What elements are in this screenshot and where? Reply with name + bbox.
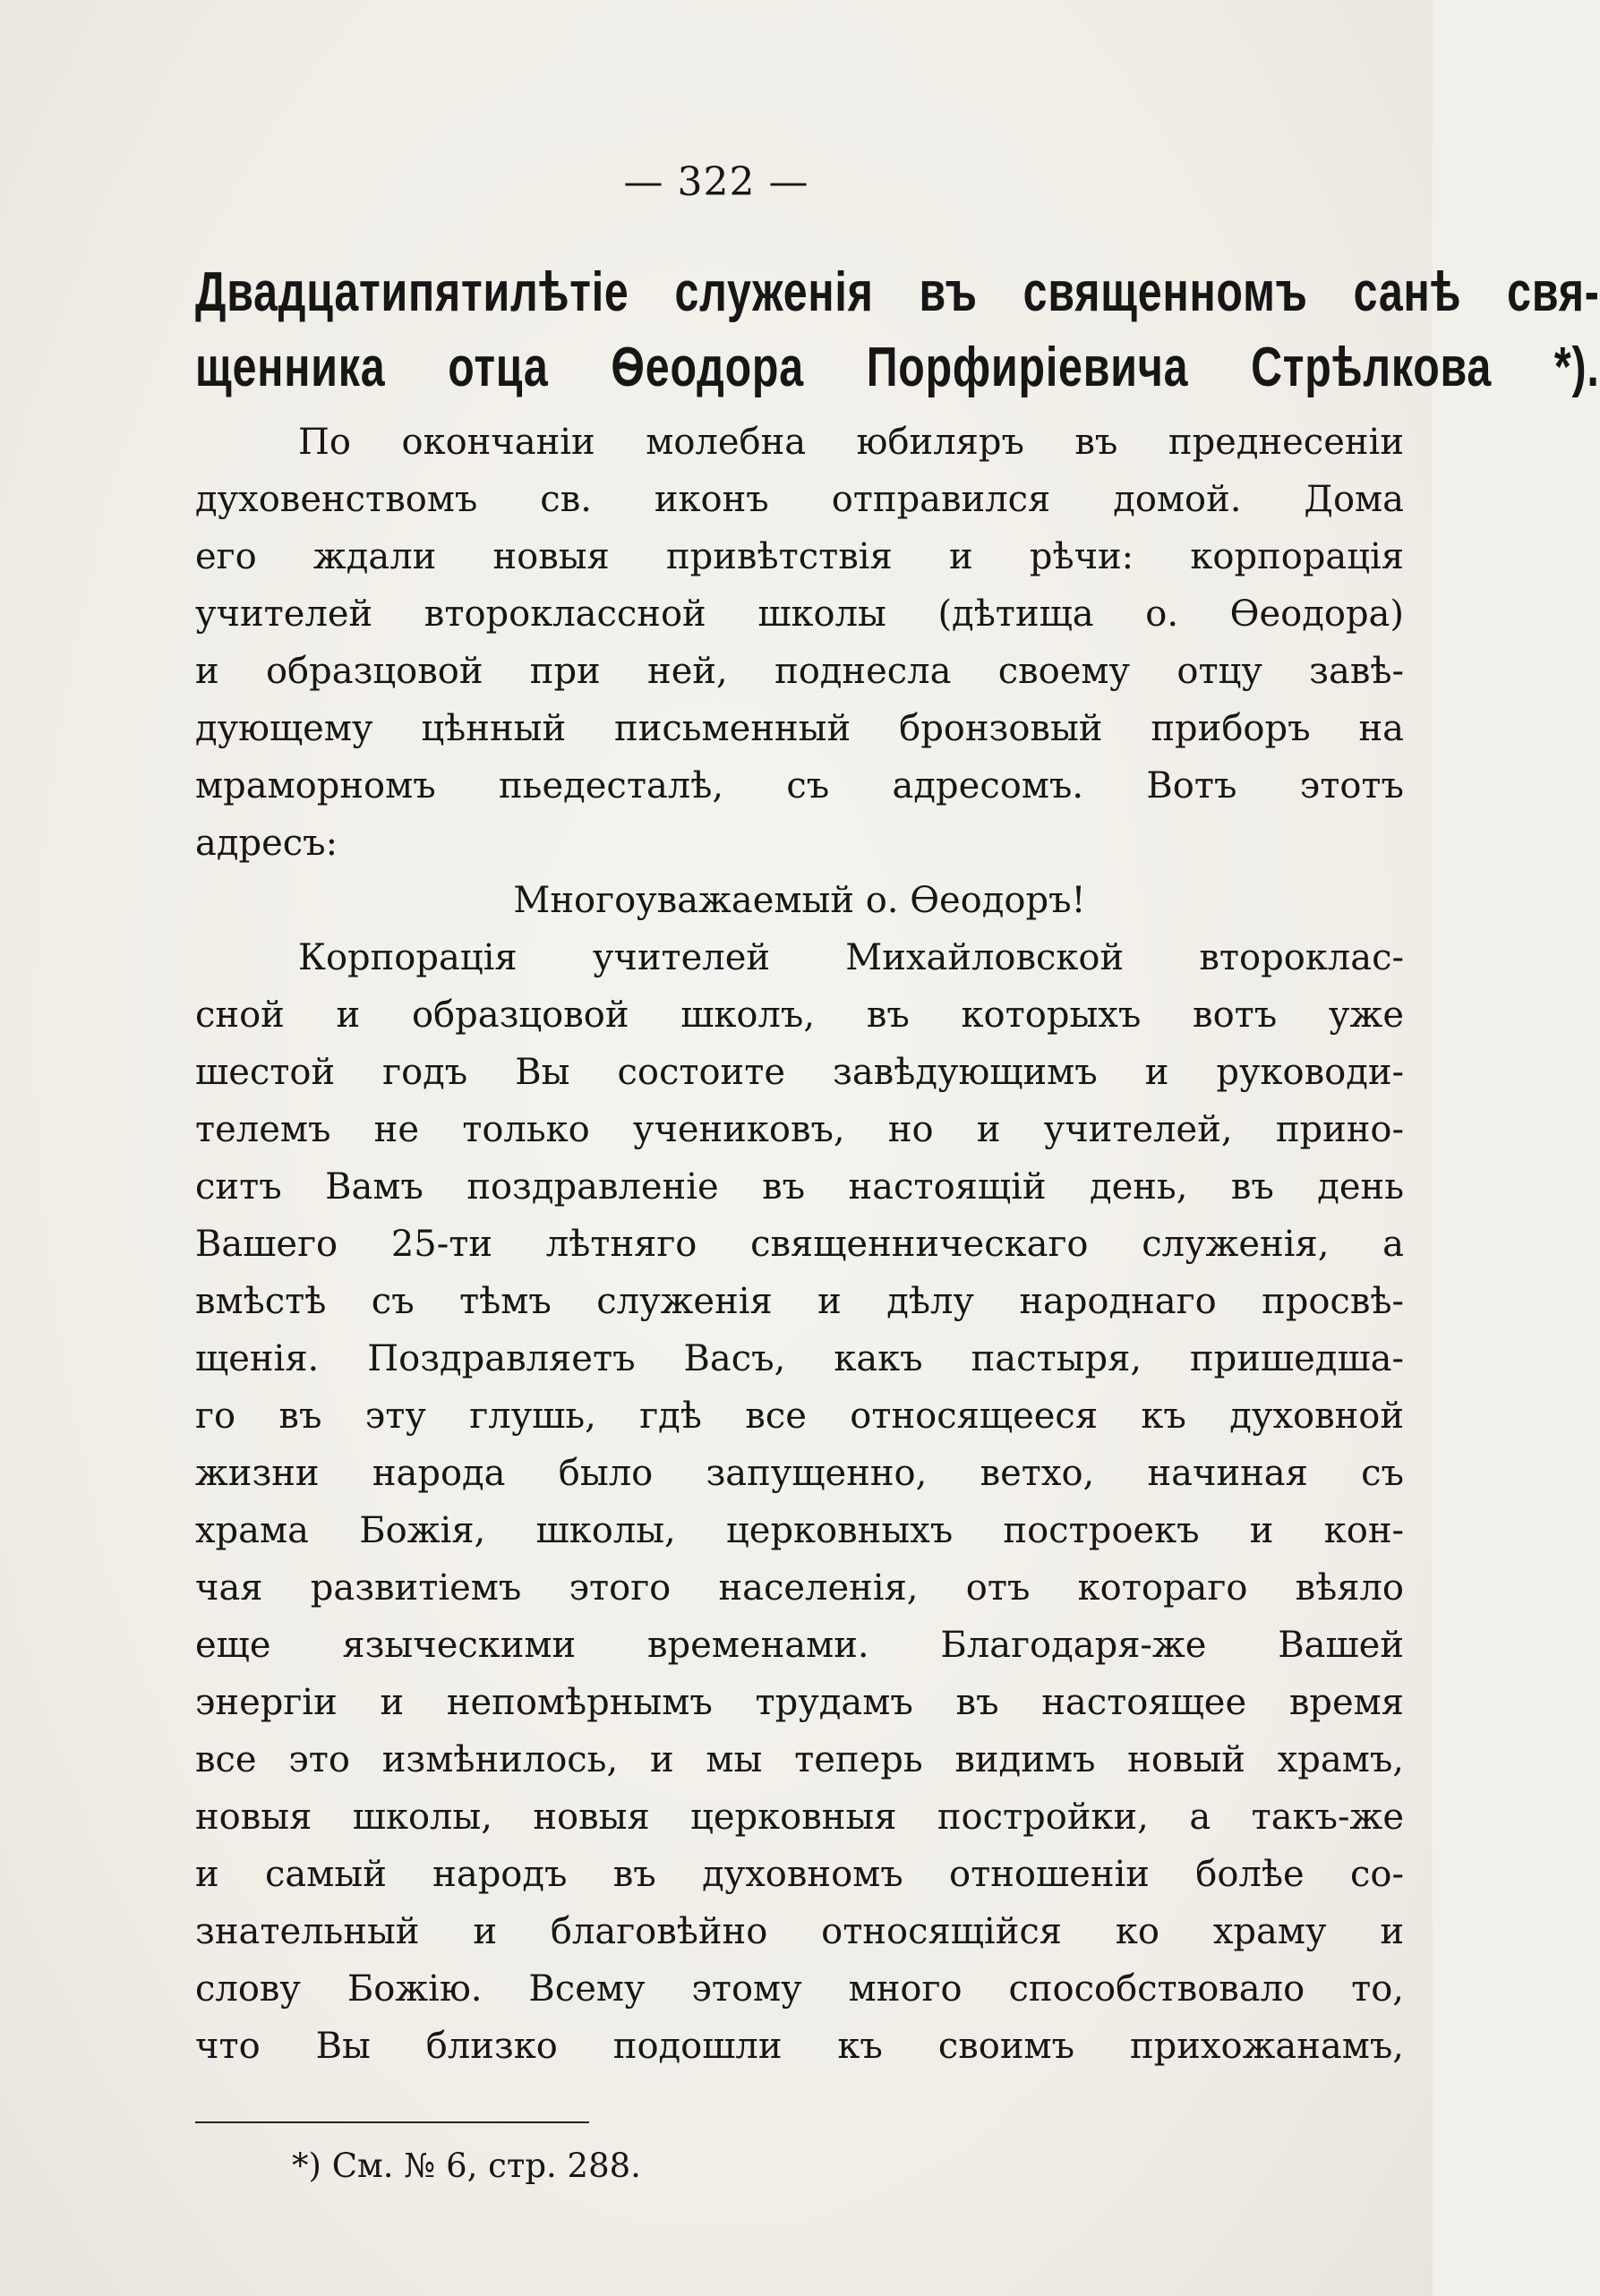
- text-line: чая развитіемъ этого населенія, отъ котораго вѣяло: [195, 1567, 1404, 1609]
- text-line: щенія. Поздравляетъ Васъ, какъ пастыря, пришедша-: [195, 1338, 1404, 1379]
- address-salutation: Многоуважаемый о. Ѳеодоръ!: [513, 880, 1086, 921]
- title-line: щенника отца Ѳеодора Порфиріевича Стрѣлкова *).: [195, 337, 1600, 398]
- text-line: еще языческими временами. Благодаря-же Вашей: [195, 1625, 1404, 1666]
- text-line: храма Божія, школы, церковныхъ построекъ и кон-: [195, 1510, 1404, 1551]
- text-line: новыя школы, новыя церковныя постройки, а такъ-же: [195, 1797, 1404, 1838]
- text-line: и самый народъ въ духовномъ отношеніи болѣе со-: [195, 1854, 1404, 1895]
- text-line: энергіи и непомѣрнымъ трудамъ въ настоящее время: [195, 1682, 1404, 1723]
- text-line: сной и образцовой школъ, въ которыхъ вотъ уже: [195, 994, 1404, 1036]
- text-line: его ждали новыя привѣтствія и рѣчи: корпорація: [195, 536, 1404, 577]
- text-line: мраморномъ пьедесталѣ, съ адресомъ. Вотъ этотъ: [195, 765, 1404, 807]
- article-body: [195, 414, 1404, 2075]
- text-line: вмѣстѣ съ тѣмъ служенія и дѣлу народнаго просвѣ-: [195, 1281, 1404, 1322]
- text-line: знательный и благовѣйно относящійся ко храму и: [195, 1911, 1404, 1952]
- text-line: все это измѣнилось, и мы теперь видимъ новый храмъ,: [195, 1739, 1404, 1780]
- text-line: ситъ Вамъ поздравленіе въ настоящій день, въ день: [195, 1166, 1404, 1208]
- text-line: телемъ не только учениковъ, но и учителей, прино-: [195, 1109, 1404, 1150]
- footnote-divider: [195, 2121, 589, 2123]
- page-number: — 322 —: [623, 159, 809, 205]
- title-line: Двадцатипятилѣтіе служенія въ священномъ санѣ свя-: [195, 261, 1600, 323]
- article-title: [195, 255, 1600, 405]
- text-line: го въ эту глушь, гдѣ все относящееся къ духовной: [195, 1396, 1404, 1437]
- text-line: слову Божію. Всему этому много способствовало то,: [195, 1968, 1404, 2010]
- text-line: адресъ:: [195, 823, 338, 864]
- text-line: что Вы близко подошли къ своимъ прихожанамъ,: [195, 2026, 1404, 2067]
- text-line: духовенствомъ св. иконъ отправился домой. Дома: [195, 479, 1404, 520]
- text-line: и образцовой при ней, поднесла своему отцу завѣ-: [195, 651, 1404, 692]
- text-line: дующему цѣнный письменный бронзовый приборъ на: [195, 708, 1404, 749]
- text-line: жизни народа было запущенно, ветхо, начиная съ: [195, 1453, 1404, 1494]
- footnote: *) См. № 6, стр. 288.: [292, 2147, 641, 2185]
- text-line: Вашего 25-ти лѣтняго священническаго служенія, а: [195, 1224, 1404, 1265]
- text-line: учителей второклассной школы (дѣтища о. Ѳеодора): [195, 593, 1404, 635]
- text-line: По окончаніи молебна юбиляръ въ преднесеніи: [298, 422, 1404, 463]
- text-line: Корпорація учителей Михайловской второклас-: [298, 937, 1404, 978]
- text-line: шестой годъ Вы состоите завѣдующимъ и руководи-: [195, 1052, 1404, 1093]
